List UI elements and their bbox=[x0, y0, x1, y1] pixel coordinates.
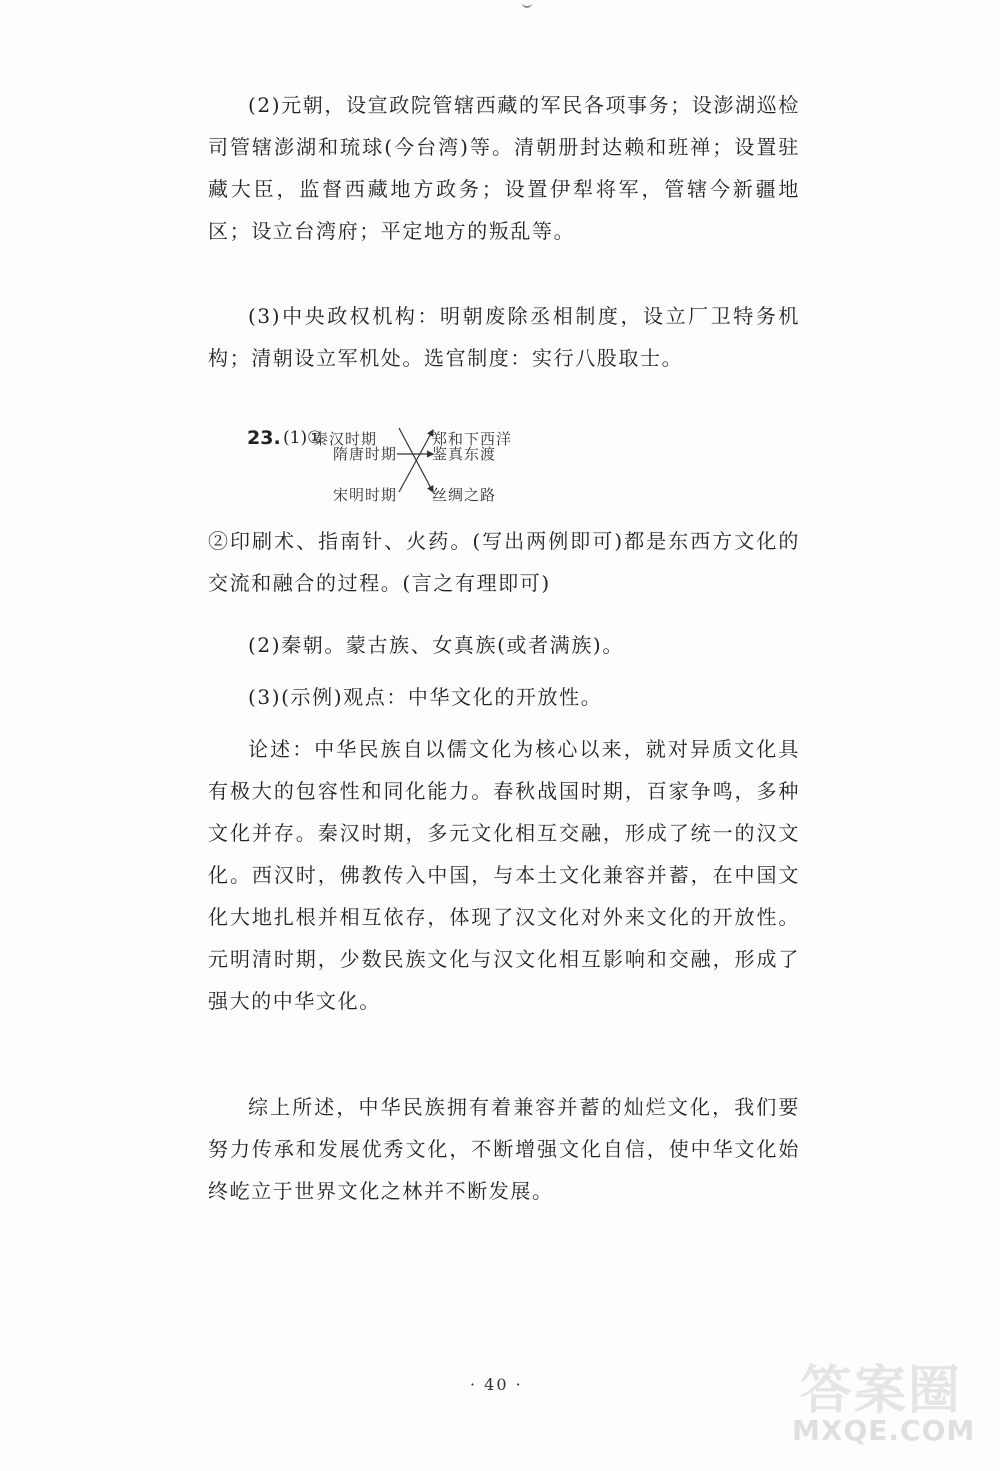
match-right-item: 丝绸之路 bbox=[432, 486, 497, 504]
match-right-item: 鉴真东渡 bbox=[432, 445, 497, 463]
answer-23-conclusion: 综上所述，中华民族拥有着兼容并蓄的灿烂文化，我们要努力传承和发展优秀文化，不断增强文化自信，使中华文化始终屹立于世界文化之林并不断发展。 bbox=[208, 1095, 800, 1203]
watermark-text: 答案圈 bbox=[800, 1361, 963, 1421]
top-mark bbox=[522, 0, 532, 8]
answer-22-part-3: (3)中央政权机构：明朝废除丞相制度，设立厂卫特务机构；清朝设立军机处。选官制度：实行八股取士。 bbox=[208, 304, 800, 370]
match-left-item: 秦汉时期 bbox=[313, 430, 378, 448]
page-number: · 40 · bbox=[470, 1375, 523, 1394]
match-right-item: 郑和下西洋 bbox=[432, 430, 513, 448]
answer-23-part-2: (2)秦朝。蒙古族、女真族(或者满族)。 bbox=[248, 633, 624, 657]
matching-lines bbox=[395, 420, 440, 510]
answer-23-part-3: (3)(示例)观点：中华文化的开放性。 bbox=[248, 685, 603, 709]
answer-23-part-1-2: ②印刷术、指南针、火药。(写出两例即可)都是东西方文化的交流和融合的过程。(言之有理即可) bbox=[208, 529, 800, 595]
question-number-23: 23. bbox=[247, 427, 281, 449]
answer-23-argument: 论述：中华民族自以儒文化为核心以来，就对异质文化具有极大的包容性和同化能力。春秋战国时期，百家争鸣，多种文化并存。秦汉时期，多元文化相互交融，形成了统一的汉文化。西汉时，佛教传入中国，与本土文化兼容并蓄，在中国文化大地扎根并相互依存，体现了汉文化对外来文化的开放性。元明清时期，少数民族文化与汉文化相互影响和交融，形成了强大的中华文化。 bbox=[208, 737, 800, 1013]
match-left-item: 宋明时期 bbox=[333, 486, 398, 504]
question-23-sub-label: (1)① bbox=[283, 428, 323, 448]
watermark-logo bbox=[792, 1348, 982, 1458]
answer-22-part-2: (2)元朝，设宣政院管辖西藏的军民各项事务；设澎湖巡检司管辖澎湖和琉球(今台湾)等。清朝册封达赖和班禅；设置驻藏大臣，监督西藏地方政务；设置伊犁将军，管辖今新疆地区；设立台湾府；平定地方的叛乱等。 bbox=[208, 93, 800, 243]
match-left-item: 隋唐时期 bbox=[333, 445, 398, 463]
watermark-url: MXQE.COM bbox=[792, 1414, 976, 1447]
